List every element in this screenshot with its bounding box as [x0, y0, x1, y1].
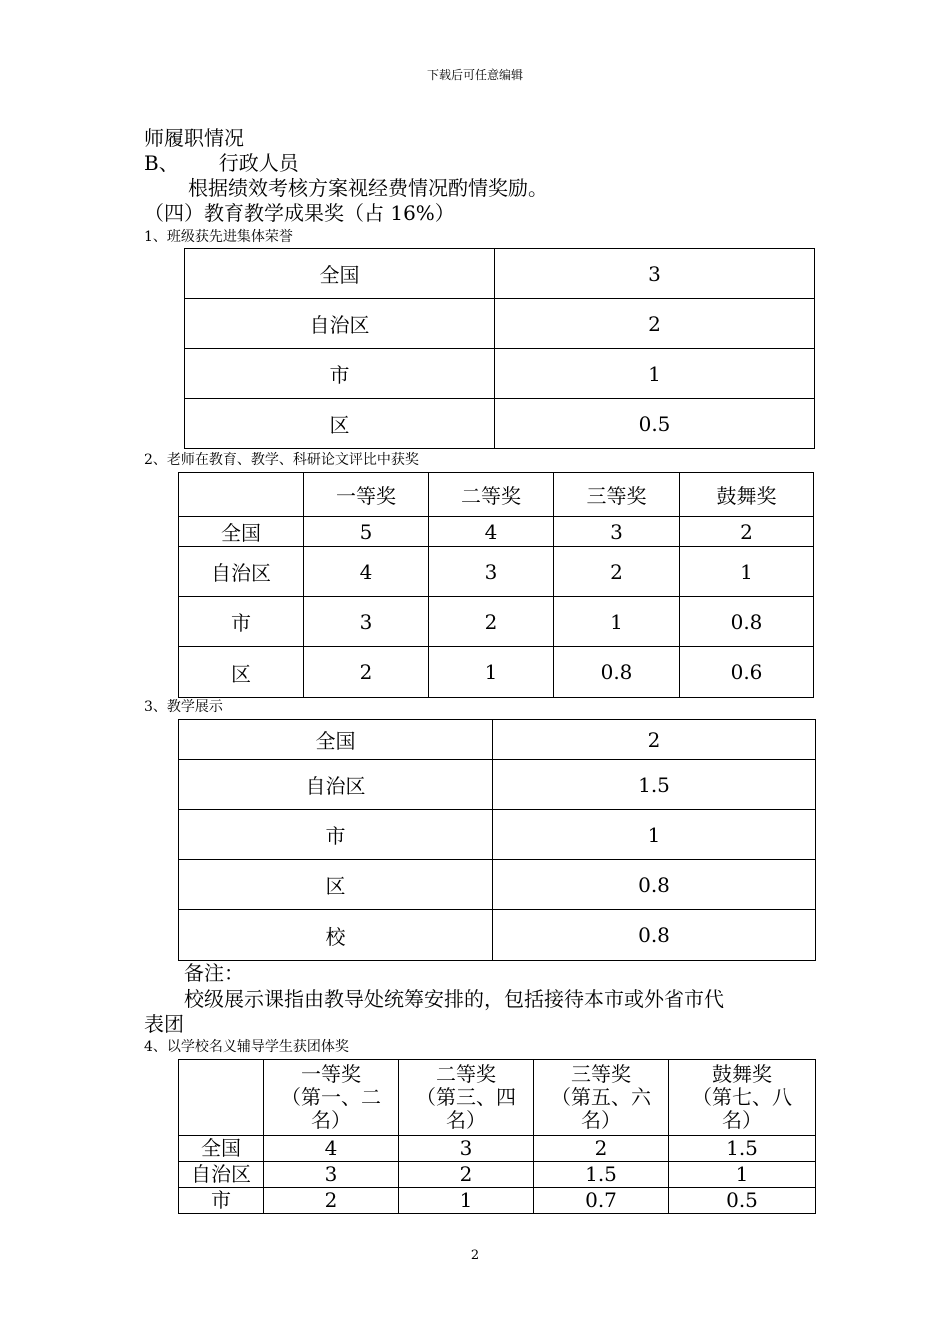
cell-value: 1.5: [669, 1136, 816, 1162]
cell-value: 2: [554, 547, 680, 597]
cell-level: 区: [185, 399, 495, 449]
cell-value: 2: [399, 1162, 534, 1188]
table-row: [179, 647, 814, 698]
cell-value: 5: [304, 517, 429, 547]
cell-value: 0.5: [495, 399, 815, 449]
table-row: [179, 810, 816, 860]
table-row: [185, 249, 815, 299]
table-section4: [178, 1059, 816, 1214]
cell-value: 1: [554, 597, 680, 647]
header-line: 名）: [446, 1108, 486, 1132]
note-label: 备注：: [184, 961, 244, 985]
table-row: [179, 720, 816, 760]
column-header: [534, 1060, 669, 1136]
cell-level: 自治区: [185, 299, 495, 349]
text-line-3: 根据绩效考核方案视经费情况酌情奖励。: [188, 176, 548, 200]
cell-value: 0.8: [493, 860, 816, 910]
table-row: [179, 547, 814, 597]
cell-level: 区: [179, 647, 304, 698]
cell-value: 1: [495, 349, 815, 399]
cell-empty: [179, 1060, 264, 1136]
item-text-b: 行政人员: [218, 151, 299, 175]
cell-value: 0.8: [680, 597, 814, 647]
cell-value: 2: [495, 299, 815, 349]
cell-value: 0.8: [554, 647, 680, 698]
cell-empty: [179, 473, 304, 517]
cell-value: 2: [493, 720, 816, 760]
cell-level: 全国: [179, 517, 304, 547]
cell-value: 3: [429, 547, 554, 597]
page-number: 2: [470, 1248, 480, 1263]
cell-value: 1.5: [493, 760, 816, 810]
cell-value: 3: [554, 517, 680, 547]
cell-value: 4: [264, 1136, 399, 1162]
cell-value: 1: [493, 810, 816, 860]
cell-value: 2: [304, 647, 429, 698]
table-section2: [178, 472, 814, 698]
column-header: [669, 1060, 816, 1136]
cell-level: 全国: [185, 249, 495, 299]
cell-level: 区: [179, 860, 493, 910]
cell-value: 2: [680, 517, 814, 547]
header-line: （第七、八: [692, 1085, 792, 1109]
header-line: 名）: [311, 1108, 351, 1132]
column-header: [399, 1060, 534, 1136]
table-row: [179, 1162, 816, 1188]
page-header: 下载后可任意编辑: [426, 68, 523, 82]
cell-value: 0.8: [493, 910, 816, 961]
cell-value: 1: [669, 1162, 816, 1188]
cell-level: 市: [179, 597, 304, 647]
section3-title: 3、教学展示: [144, 699, 223, 715]
text-line-1: 师履职情况: [144, 126, 244, 150]
section-heading-4: （四）教育教学成果奖（占 16%）: [144, 201, 455, 225]
table-row: [179, 1136, 816, 1162]
section4-title: 4、以学校名义辅导学生获团体奖: [144, 1039, 349, 1055]
cell-level: 校: [179, 910, 493, 961]
note-text-line-1: 校级展示课指由教导处统筹安排的，包括接待本市或外省市代: [184, 987, 724, 1011]
cell-value: 1: [429, 647, 554, 698]
table-header-row: [179, 1060, 816, 1136]
header-line: 名）: [581, 1108, 621, 1132]
column-header: 二等奖: [429, 473, 554, 517]
table-row: [185, 399, 815, 449]
section1-title: 1、班级获先进集体荣誉: [144, 229, 293, 245]
header-line: （第五、六: [551, 1085, 651, 1109]
cell-level: 自治区: [179, 1162, 264, 1188]
cell-value: 0.6: [680, 647, 814, 698]
header-line: （第三、四: [416, 1085, 516, 1109]
header-line: 名）: [722, 1108, 762, 1132]
table-row: [179, 517, 814, 547]
cell-value: 2: [429, 597, 554, 647]
item-label-b: B、: [144, 151, 179, 175]
cell-value: 0.7: [534, 1188, 669, 1214]
table-section1: [184, 248, 815, 449]
cell-value: 4: [304, 547, 429, 597]
text-line-2: [144, 151, 299, 175]
cell-level: 自治区: [179, 547, 304, 597]
header-line: 一等奖: [301, 1062, 361, 1086]
cell-value: 3: [399, 1136, 534, 1162]
note-text-line-2: 表团: [144, 1012, 184, 1036]
header-line: （第一、二: [281, 1085, 381, 1109]
table-section3: [178, 719, 816, 961]
header-line: 鼓舞奖: [712, 1062, 772, 1086]
table-row: [185, 299, 815, 349]
cell-level: 市: [185, 349, 495, 399]
cell-value: 1: [399, 1188, 534, 1214]
table-row: [179, 760, 816, 810]
cell-level: 全国: [179, 1136, 264, 1162]
column-header: [264, 1060, 399, 1136]
cell-value: 3: [495, 249, 815, 299]
table-row: [179, 597, 814, 647]
table-row: [185, 349, 815, 399]
cell-level: 市: [179, 810, 493, 860]
cell-value: 4: [429, 517, 554, 547]
cell-value: 1: [680, 547, 814, 597]
cell-value: 1.5: [534, 1162, 669, 1188]
cell-level: 自治区: [179, 760, 493, 810]
cell-level: 市: [179, 1188, 264, 1214]
header-line: 三等奖: [571, 1062, 631, 1086]
table-row: [179, 1188, 816, 1214]
cell-value: 2: [264, 1188, 399, 1214]
cell-value: 2: [534, 1136, 669, 1162]
section2-title: 2、老师在教育、教学、科研论文评比中获奖: [144, 452, 419, 468]
column-header: 三等奖: [554, 473, 680, 517]
table-row: [179, 860, 816, 910]
cell-value: 0.5: [669, 1188, 816, 1214]
cell-value: 3: [304, 597, 429, 647]
cell-value: 3: [264, 1162, 399, 1188]
table-row: [179, 910, 816, 961]
header-line: 二等奖: [436, 1062, 496, 1086]
column-header: 鼓舞奖: [680, 473, 814, 517]
cell-level: 全国: [179, 720, 493, 760]
column-header: 一等奖: [304, 473, 429, 517]
table-header-row: [179, 473, 814, 517]
